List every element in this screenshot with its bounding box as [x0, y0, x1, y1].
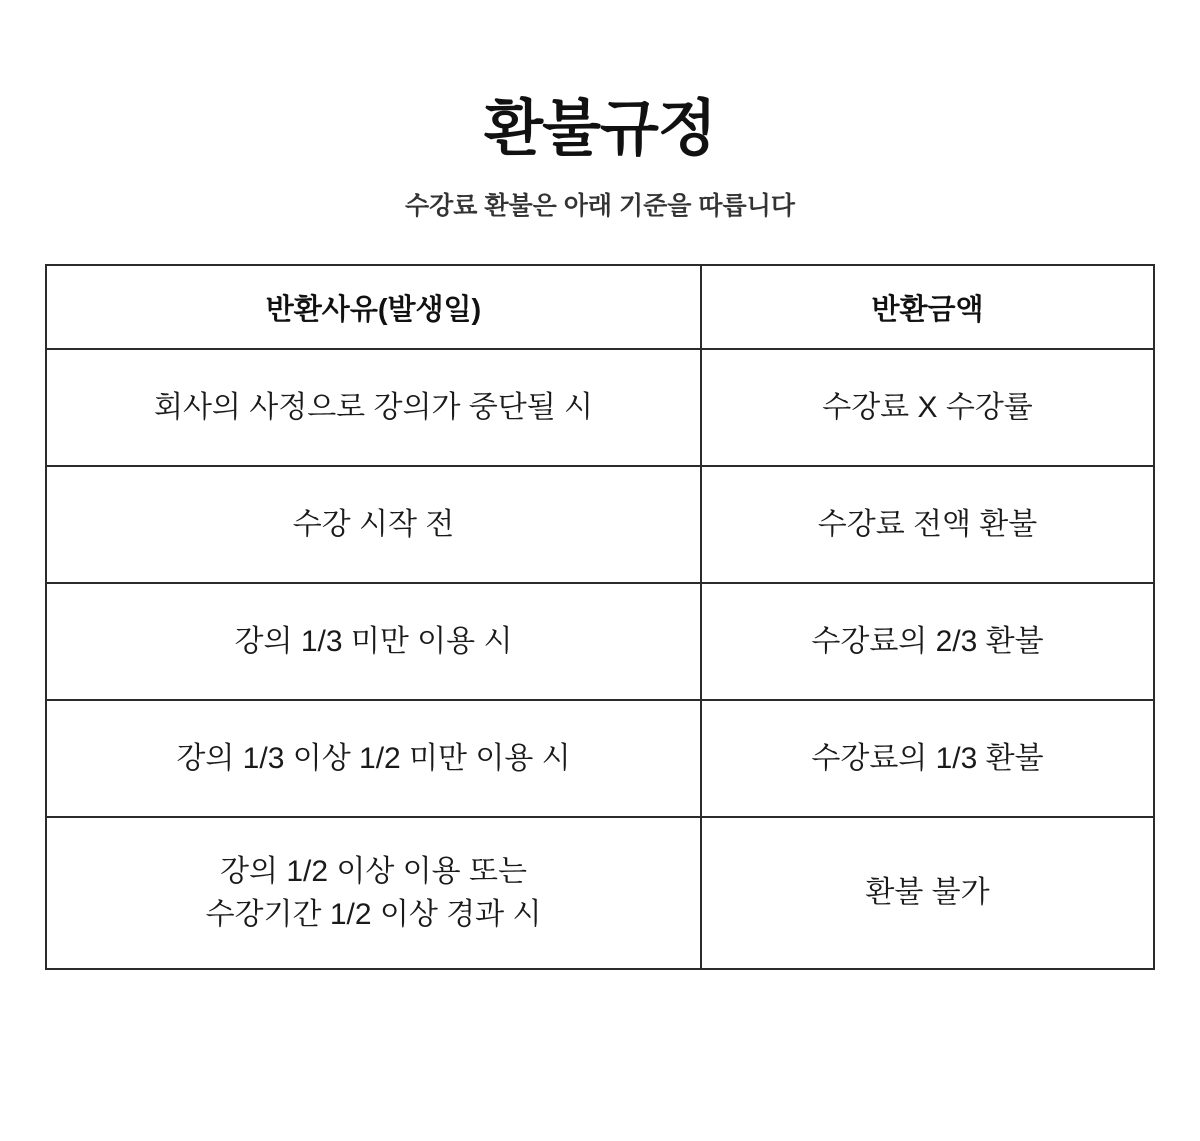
cell-reason: [46, 583, 701, 700]
cell-amount: 수강료 X 수강률: [701, 349, 1154, 466]
cell-reason-line: 강의 1/2 이상 이용 또는: [220, 854, 527, 888]
cell-reason: [46, 817, 701, 969]
cell-amount: 수강료의 2/3 환불: [701, 583, 1154, 700]
cell-amount: 수강료 전액 환불: [701, 466, 1154, 583]
cell-reason-line: 회사의 사정으로 강의가 중단될 시: [153, 390, 594, 424]
table-row: [46, 583, 1154, 700]
cell-reason: [46, 466, 701, 583]
cell-reason-line: 강의 1/3 미만 이용 시: [234, 624, 513, 658]
table-row: [46, 349, 1154, 466]
cell-amount: 수강료의 1/3 환불: [701, 700, 1154, 817]
column-header-amount: 반환금액: [701, 265, 1154, 349]
table-row: [46, 700, 1154, 817]
cell-reason-line: 수강기간 1/2 이상 경과 시: [205, 898, 542, 932]
table-header-row: [46, 265, 1154, 349]
page-title: 환불규정: [484, 94, 716, 162]
table-row: [46, 817, 1154, 969]
table-row: [46, 466, 1154, 583]
table-body: [46, 349, 1154, 969]
cell-reason: [46, 349, 701, 466]
cell-reason-line: 강의 1/3 이상 1/2 미만 이용 시: [176, 741, 571, 775]
table-header: [46, 265, 1154, 349]
cell-reason: [46, 700, 701, 817]
column-header-reason: 반환사유(발생일): [46, 265, 701, 349]
cell-reason-line: 수강 시작 전: [292, 507, 455, 541]
refund-policy-table: [45, 264, 1155, 970]
cell-amount: 환불 불가: [701, 817, 1154, 969]
page-subtitle: 수강료 환불은 아래 기준을 따릅니다: [404, 192, 796, 221]
